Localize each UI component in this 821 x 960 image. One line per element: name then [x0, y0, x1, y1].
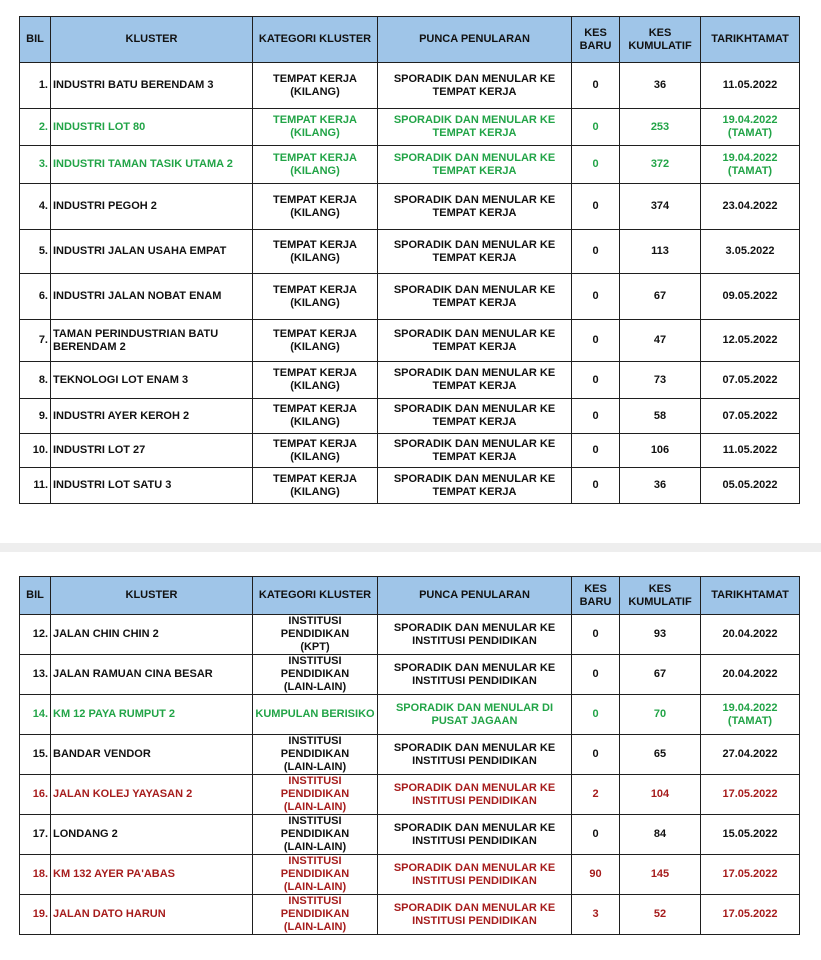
cell-kluster: BANDAR VENDOR — [51, 735, 253, 775]
header-kluster: KLUSTER — [51, 577, 253, 615]
cell-tarikh-tamat: 19.04.2022 (TAMAT) — [701, 146, 800, 184]
cell-kes-kumulatif: 36 — [620, 63, 701, 109]
table-row — [20, 895, 800, 935]
table-row — [20, 274, 800, 320]
cell-kes-kumulatif: 67 — [620, 274, 701, 320]
cell-tarikh-tamat: 17.05.2022 — [701, 855, 800, 895]
cell-kluster: INDUSTRI LOT 27 — [51, 434, 253, 468]
table-row — [20, 695, 800, 735]
cell-punca: SPORADIK DAN MENULAR KE TEMPAT KERJA — [378, 468, 572, 504]
cell-punca: SPORADIK DAN MENULAR KE INSTITUSI PENDIDIKAN — [378, 775, 572, 815]
table-body — [20, 63, 800, 504]
table-row — [20, 146, 800, 184]
cell-punca: SPORADIK DAN MENULAR KE INSTITUSI PENDIDIKAN — [378, 855, 572, 895]
cell-bil: 11. — [20, 468, 51, 504]
cell-tarikh-tamat: 19.04.2022 (TAMAT) — [701, 695, 800, 735]
cell-kes-baru: 0 — [572, 655, 620, 695]
cell-kategori: INSTITUSI PENDIDIKAN (LAIN-LAIN) — [253, 815, 378, 855]
cell-kes-kumulatif: 113 — [620, 230, 701, 274]
cell-punca: SPORADIK DAN MENULAR KE TEMPAT KERJA — [378, 109, 572, 146]
cell-punca: SPORADIK DAN MENULAR KE TEMPAT KERJA — [378, 274, 572, 320]
cell-punca: SPORADIK DAN MENULAR KE TEMPAT KERJA — [378, 230, 572, 274]
header-punca: PUNCA PENULARAN — [378, 577, 572, 615]
cell-kluster: JALAN DATO HARUN — [51, 895, 253, 935]
cell-bil: 13. — [20, 655, 51, 695]
header-punca: PUNCA PENULARAN — [378, 17, 572, 63]
cell-kes-baru: 0 — [572, 399, 620, 434]
cell-tarikh-tamat: 07.05.2022 — [701, 399, 800, 434]
table-row — [20, 735, 800, 775]
header-kluster: KLUSTER — [51, 17, 253, 63]
cell-punca: SPORADIK DAN MENULAR KE INSTITUSI PENDIDIKAN — [378, 655, 572, 695]
cell-tarikh-tamat: 17.05.2022 — [701, 775, 800, 815]
cell-kategori: INSTITUSI PENDIDIKAN (LAIN-LAIN) — [253, 895, 378, 935]
cell-punca: SPORADIK DAN MENULAR KE TEMPAT KERJA — [378, 399, 572, 434]
cell-kes-kumulatif: 58 — [620, 399, 701, 434]
cell-kes-baru: 0 — [572, 695, 620, 735]
cell-kes-baru: 0 — [572, 230, 620, 274]
cell-tarikh-tamat: 09.05.2022 — [701, 274, 800, 320]
cell-bil: 18. — [20, 855, 51, 895]
header-kes-baru: KES BARU — [572, 577, 620, 615]
table-row — [20, 399, 800, 434]
cell-kluster: INDUSTRI LOT SATU 3 — [51, 468, 253, 504]
cell-bil: 8. — [20, 362, 51, 399]
table-header-row — [20, 577, 800, 615]
cell-kategori: TEMPAT KERJA (KILANG) — [253, 63, 378, 109]
cell-kategori: TEMPAT KERJA (KILANG) — [253, 320, 378, 362]
cell-kluster: INDUSTRI BATU BERENDAM 3 — [51, 63, 253, 109]
cell-kluster: INDUSTRI TAMAN TASIK UTAMA 2 — [51, 146, 253, 184]
cell-kes-baru: 0 — [572, 184, 620, 230]
cell-tarikh-tamat: 11.05.2022 — [701, 63, 800, 109]
cell-tarikh-tamat: 07.05.2022 — [701, 362, 800, 399]
cell-kes-kumulatif: 65 — [620, 735, 701, 775]
cell-kategori: TEMPAT KERJA (KILANG) — [253, 399, 378, 434]
cell-kluster: INDUSTRI AYER KEROH 2 — [51, 399, 253, 434]
cell-kes-kumulatif: 36 — [620, 468, 701, 504]
cell-kluster: JALAN RAMUAN CINA BESAR — [51, 655, 253, 695]
cell-kes-kumulatif: 372 — [620, 146, 701, 184]
cell-kategori: TEMPAT KERJA (KILANG) — [253, 109, 378, 146]
cell-kes-baru: 0 — [572, 815, 620, 855]
cell-tarikh-tamat: 20.04.2022 — [701, 655, 800, 695]
cell-kluster: KM 132 AYER PA'ABAS — [51, 855, 253, 895]
cell-bil: 10. — [20, 434, 51, 468]
cell-kategori: KUMPULAN BERISIKO — [253, 695, 378, 735]
header-tarikh-tamat: TARIKHTAMAT — [701, 17, 800, 63]
cell-bil: 7. — [20, 320, 51, 362]
table-row — [20, 615, 800, 655]
cell-bil: 14. — [20, 695, 51, 735]
cell-punca: SPORADIK DAN MENULAR KE TEMPAT KERJA — [378, 184, 572, 230]
section-divider — [0, 543, 821, 552]
cell-tarikh-tamat: 23.04.2022 — [701, 184, 800, 230]
cell-kluster: INDUSTRI JALAN NOBAT ENAM — [51, 274, 253, 320]
cell-tarikh-tamat: 20.04.2022 — [701, 615, 800, 655]
cell-tarikh-tamat: 05.05.2022 — [701, 468, 800, 504]
cell-kluster: TAMAN PERINDUSTRIAN BATU BERENDAM 2 — [51, 320, 253, 362]
cell-tarikh-tamat: 15.05.2022 — [701, 815, 800, 855]
cell-kes-kumulatif: 106 — [620, 434, 701, 468]
table-header-row — [20, 17, 800, 63]
cell-kes-baru: 0 — [572, 320, 620, 362]
cell-tarikh-tamat: 19.04.2022 (TAMAT) — [701, 109, 800, 146]
table-row — [20, 63, 800, 109]
header-tarikh-tamat: TARIKHTAMAT — [701, 577, 800, 615]
cell-punca: SPORADIK DAN MENULAR KE TEMPAT KERJA — [378, 434, 572, 468]
cell-bil: 17. — [20, 815, 51, 855]
cell-kes-kumulatif: 70 — [620, 695, 701, 735]
cell-kes-baru: 90 — [572, 855, 620, 895]
cell-kluster: INDUSTRI JALAN USAHA EMPAT — [51, 230, 253, 274]
cell-bil: 16. — [20, 775, 51, 815]
table-row — [20, 362, 800, 399]
cell-kes-baru: 0 — [572, 146, 620, 184]
cell-kes-baru: 0 — [572, 615, 620, 655]
cell-bil: 4. — [20, 184, 51, 230]
cell-kes-kumulatif: 253 — [620, 109, 701, 146]
table-row — [20, 855, 800, 895]
table-row — [20, 775, 800, 815]
table-row — [20, 230, 800, 274]
cell-kes-kumulatif: 84 — [620, 815, 701, 855]
cell-kategori: TEMPAT KERJA (KILANG) — [253, 184, 378, 230]
cell-kluster: JALAN CHIN CHIN 2 — [51, 615, 253, 655]
cell-kluster: TEKNOLOGI LOT ENAM 3 — [51, 362, 253, 399]
table-row — [20, 434, 800, 468]
cell-kes-baru: 0 — [572, 63, 620, 109]
cell-kategori: TEMPAT KERJA (KILANG) — [253, 362, 378, 399]
table-row — [20, 184, 800, 230]
cell-kategori: TEMPAT KERJA (KILANG) — [253, 230, 378, 274]
cell-kluster: LONDANG 2 — [51, 815, 253, 855]
table-row — [20, 109, 800, 146]
cell-kategori: INSTITUSI PENDIDIKAN (LAIN-LAIN) — [253, 655, 378, 695]
cell-kluster: INDUSTRI LOT 80 — [51, 109, 253, 146]
cell-tarikh-tamat: 17.05.2022 — [701, 895, 800, 935]
cell-kategori: TEMPAT KERJA (KILANG) — [253, 274, 378, 320]
header-bil: BIL — [20, 577, 51, 615]
cell-bil: 9. — [20, 399, 51, 434]
cell-kategori: INSTITUSI PENDIDIKAN (LAIN-LAIN) — [253, 735, 378, 775]
cell-bil: 19. — [20, 895, 51, 935]
cell-tarikh-tamat: 27.04.2022 — [701, 735, 800, 775]
table-row — [20, 655, 800, 695]
cell-kategori: INSTITUSI PENDIDIKAN (LAIN-LAIN) — [253, 855, 378, 895]
cell-kes-baru: 2 — [572, 775, 620, 815]
cell-kes-kumulatif: 67 — [620, 655, 701, 695]
table-row — [20, 320, 800, 362]
cell-bil: 1. — [20, 63, 51, 109]
cell-tarikh-tamat: 11.05.2022 — [701, 434, 800, 468]
cell-kes-kumulatif: 73 — [620, 362, 701, 399]
cell-kes-baru: 0 — [572, 109, 620, 146]
cell-punca: SPORADIK DAN MENULAR KE TEMPAT KERJA — [378, 63, 572, 109]
cell-kes-baru: 0 — [572, 274, 620, 320]
table-row — [20, 468, 800, 504]
cell-kes-baru: 0 — [572, 735, 620, 775]
cell-punca: SPORADIK DAN MENULAR KE TEMPAT KERJA — [378, 320, 572, 362]
cell-punca: SPORADIK DAN MENULAR KE TEMPAT KERJA — [378, 362, 572, 399]
cell-kategori: INSTITUSI PENDIDIKAN (LAIN-LAIN) — [253, 775, 378, 815]
cell-bil: 5. — [20, 230, 51, 274]
cell-bil: 6. — [20, 274, 51, 320]
cell-punca: SPORADIK DAN MENULAR KE INSTITUSI PENDIDIKAN — [378, 815, 572, 855]
cell-kes-kumulatif: 145 — [620, 855, 701, 895]
cell-kluster: INDUSTRI PEGOH 2 — [51, 184, 253, 230]
cell-kes-baru: 0 — [572, 434, 620, 468]
cell-punca: SPORADIK DAN MENULAR DI PUSAT JAGAAN — [378, 695, 572, 735]
cell-kes-baru: 0 — [572, 362, 620, 399]
cell-bil: 15. — [20, 735, 51, 775]
cell-tarikh-tamat: 12.05.2022 — [701, 320, 800, 362]
cell-punca: SPORADIK DAN MENULAR KE INSTITUSI PENDIDIKAN — [378, 895, 572, 935]
cell-kluster: JALAN KOLEJ YAYASAN 2 — [51, 775, 253, 815]
cell-kategori: TEMPAT KERJA (KILANG) — [253, 146, 378, 184]
header-kes-baru: KES BARU — [572, 17, 620, 63]
header-kes-kumulatif: KES KUMULATIF — [620, 577, 701, 615]
cell-punca: SPORADIK DAN MENULAR KE TEMPAT KERJA — [378, 146, 572, 184]
cell-kes-kumulatif: 52 — [620, 895, 701, 935]
cluster-table-education — [19, 576, 800, 935]
cell-kategori: TEMPAT KERJA (KILANG) — [253, 434, 378, 468]
cell-kategori: INSTITUSI PENDIDIKAN (KPT) — [253, 615, 378, 655]
cell-kes-kumulatif: 47 — [620, 320, 701, 362]
table-body — [20, 615, 800, 935]
cell-bil: 2. — [20, 109, 51, 146]
cell-punca: SPORADIK DAN MENULAR KE INSTITUSI PENDIDIKAN — [378, 615, 572, 655]
cell-kes-baru: 3 — [572, 895, 620, 935]
header-kategori: KATEGORI KLUSTER — [253, 577, 378, 615]
cell-kes-kumulatif: 93 — [620, 615, 701, 655]
cell-bil: 12. — [20, 615, 51, 655]
cell-punca: SPORADIK DAN MENULAR KE INSTITUSI PENDIDIKAN — [378, 735, 572, 775]
header-bil: BIL — [20, 17, 51, 63]
cell-bil: 3. — [20, 146, 51, 184]
cell-kes-baru: 0 — [572, 468, 620, 504]
cell-kategori: TEMPAT KERJA (KILANG) — [253, 468, 378, 504]
cell-kes-kumulatif: 104 — [620, 775, 701, 815]
cell-kes-kumulatif: 374 — [620, 184, 701, 230]
cluster-table-workplace — [19, 16, 800, 504]
cell-tarikh-tamat: 3.05.2022 — [701, 230, 800, 274]
header-kategori: KATEGORI KLUSTER — [253, 17, 378, 63]
header-kes-kumulatif: KES KUMULATIF — [620, 17, 701, 63]
table-row — [20, 815, 800, 855]
cell-kluster: KM 12 PAYA RUMPUT 2 — [51, 695, 253, 735]
